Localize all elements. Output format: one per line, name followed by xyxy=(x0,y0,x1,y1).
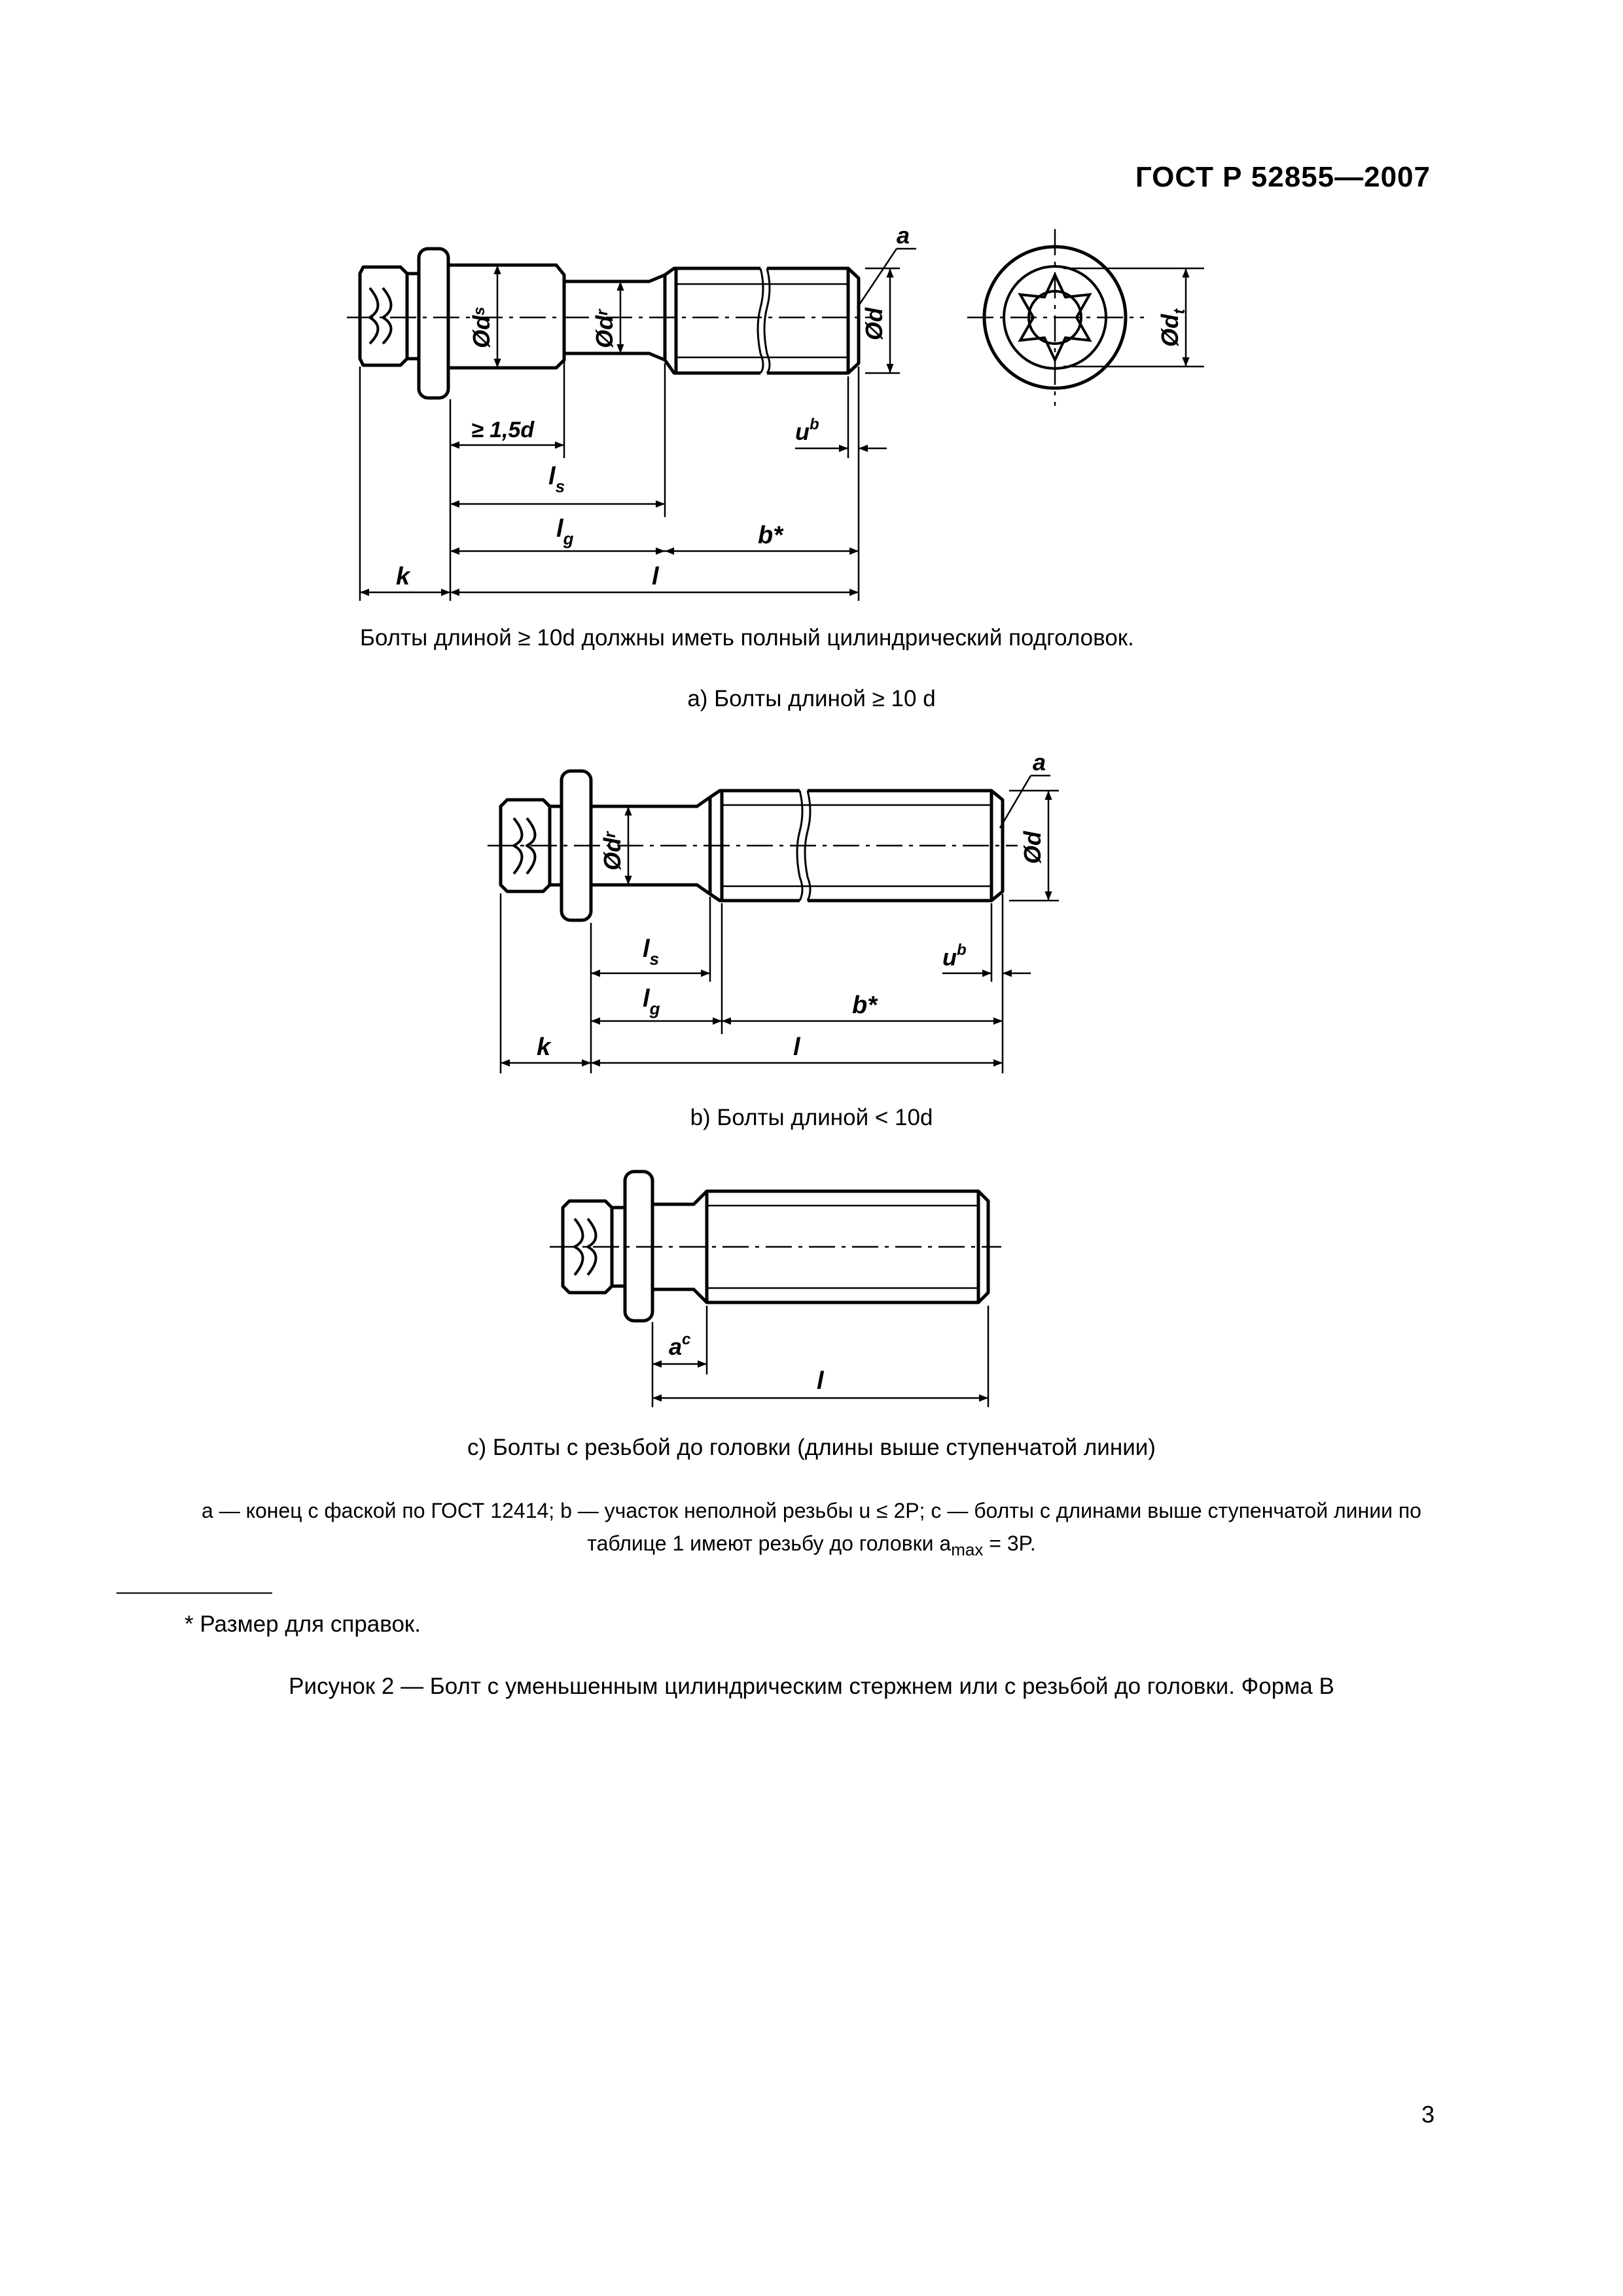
label-ds-sub: s xyxy=(471,306,488,315)
footnote-separator xyxy=(116,1592,272,1594)
label-dr: Ød xyxy=(591,315,618,348)
svg-text:lg xyxy=(556,515,574,548)
svg-text:lg xyxy=(643,985,660,1018)
svg-text:ub xyxy=(942,941,967,971)
figure-a-caption: а) Болты длиной ≥ 10 d xyxy=(687,686,936,711)
label-k: k xyxy=(396,563,410,590)
label-ls: l xyxy=(548,463,556,490)
label-d: Ød xyxy=(861,308,887,340)
figure-c-drawing xyxy=(543,1152,1027,1427)
label-l-b: l xyxy=(793,1033,800,1061)
label-a: a xyxy=(897,222,910,249)
label-u-b: u xyxy=(942,944,957,971)
figure-a-note: Болты длиной ≥ 10d должны иметь полный цилиндрический подголовок. xyxy=(360,625,1134,651)
label-lg-b-sub: g xyxy=(649,999,660,1018)
label-ls-sub: s xyxy=(555,476,565,496)
figure-a-drawing xyxy=(327,216,1243,609)
reference-note: * Размер для справок. xyxy=(185,1611,421,1637)
label-min-length: ≥ 1,5d xyxy=(471,418,535,442)
label-dr-b: Ød xyxy=(599,838,626,870)
standard-header: ГОСТ Р 52855—2007 xyxy=(1135,161,1431,193)
label-b-b: b* xyxy=(852,992,877,1019)
label-l: l xyxy=(652,563,659,590)
svg-text:Øds xyxy=(468,307,495,348)
label-lg-b: l xyxy=(643,985,650,1013)
label-b: b* xyxy=(758,522,783,549)
footnote-line-2-end: = 3P. xyxy=(983,1532,1036,1555)
label-ls-b: l xyxy=(643,935,650,963)
footnote-line-1: a — конец с фаской по ГОСТ 12414; b — участок неполной резьбы u ≤ 2P; c — болты с длинами выше ступенчатой линии по xyxy=(202,1499,1421,1522)
footnote-line-2 xyxy=(118,1526,1505,1566)
label-dr-sub: r xyxy=(594,309,611,315)
label-dr-b-sub: r xyxy=(601,831,619,838)
label-u-b-sup: b xyxy=(957,941,967,959)
svg-text:Ødr xyxy=(599,831,626,870)
svg-text:ub xyxy=(795,416,819,445)
svg-text:ls xyxy=(548,463,565,496)
figure-b-drawing xyxy=(458,733,1113,1100)
label-ls-b-sub: s xyxy=(649,949,660,969)
label-a-b: a xyxy=(1033,749,1046,776)
figure-title: Рисунок 2 — Болт с уменьшенным цилиндрическим стержнем или с резьбой до головки. Форма В xyxy=(289,1674,1334,1699)
label-ds: Ød xyxy=(468,315,495,348)
svg-text:Ødr xyxy=(591,308,618,348)
footnote-line-2-sub: max xyxy=(951,1539,984,1560)
label-dt-sub: t xyxy=(1171,309,1188,314)
footnote-line-2-text: таблице 1 имеют резьбу до головки a xyxy=(587,1532,952,1555)
figure-c-caption: c) Болты с резьбой до головки (длины выше ступенчатой линии) xyxy=(467,1435,1156,1460)
figure-b-caption: b) Болты длиной < 10d xyxy=(690,1105,933,1130)
label-lg-sub: g xyxy=(563,529,574,548)
label-u-sup: b xyxy=(810,416,819,433)
label-a-c-sup: c xyxy=(682,1331,691,1348)
label-a-c: a xyxy=(669,1333,683,1360)
svg-text:ls xyxy=(643,935,659,969)
label-dt: Ød xyxy=(1156,314,1183,347)
label-lg: l xyxy=(556,515,563,543)
svg-text:Ødt xyxy=(1156,308,1188,347)
svg-text:ac xyxy=(669,1331,690,1360)
label-u: u xyxy=(795,418,810,445)
page-number: 3 xyxy=(1421,2101,1435,2128)
label-l-c: l xyxy=(817,1367,824,1395)
label-k-b: k xyxy=(537,1033,551,1061)
label-d-b: Ød xyxy=(1019,831,1046,864)
